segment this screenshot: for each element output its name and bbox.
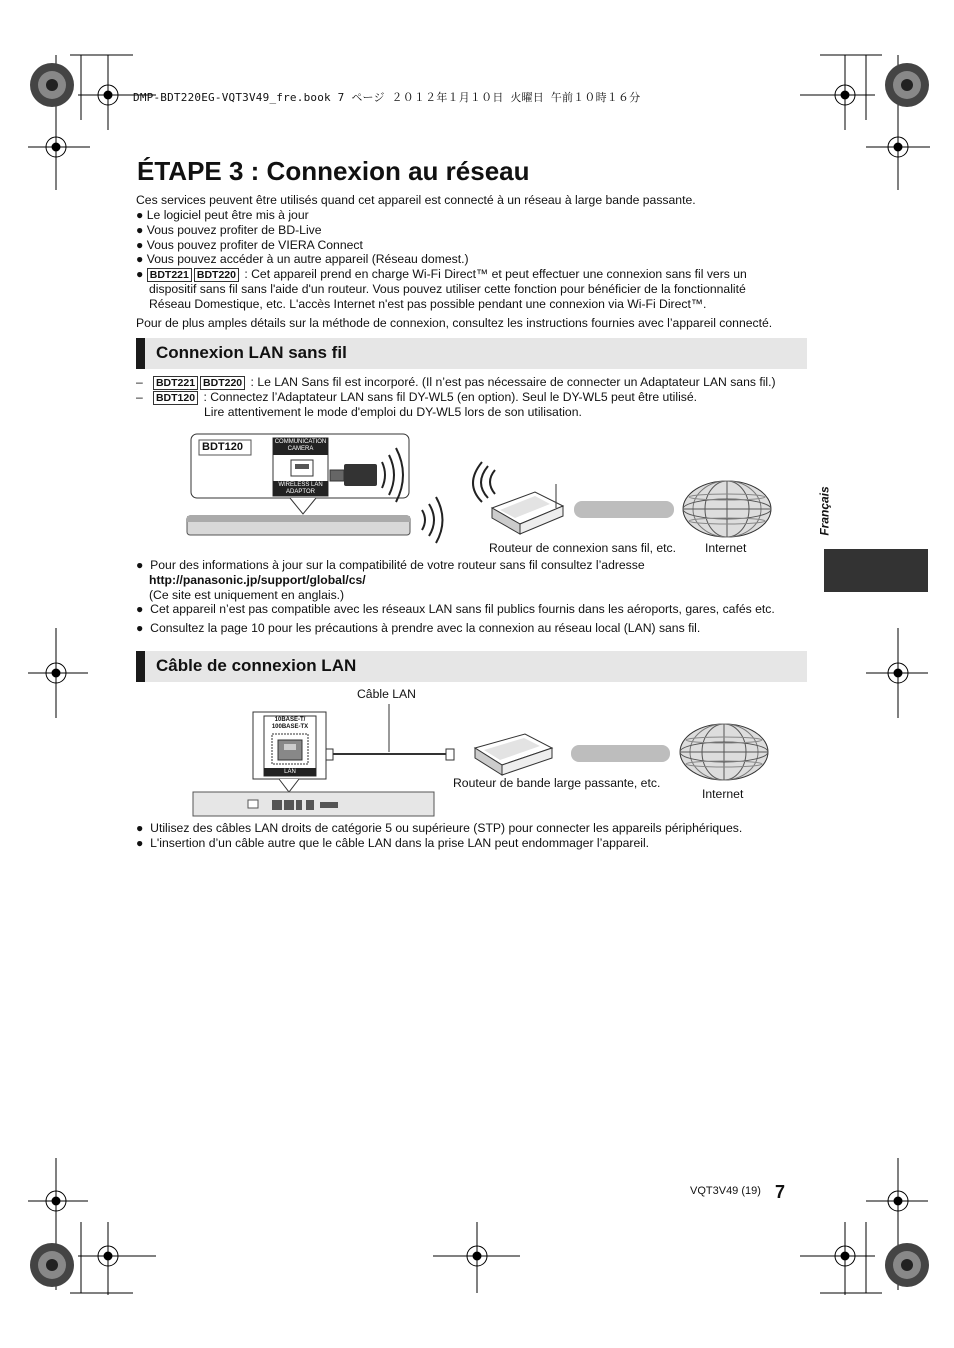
model-badge: BDT120 [202,441,243,453]
page-number: 7 [775,1182,786,1202]
page-title: ÉTAPE 3 : Connexion au réseau [137,156,530,186]
bullet-item: ● Vous pouvez profiter de VIERA Connect [136,238,363,252]
wifi-direct-line: dispositif sans fil sans l'aide d'un routeur. Vous pouvez utiliser cette fonction pour bénéficier de la fonctionnalité [149,282,746,296]
router-caption: Routeur de connexion sans fil, etc. [489,541,676,555]
footer-code: VQT3V49 (19) [690,1185,761,1197]
note-item: ● Cet appareil n’est pas compatible avec les réseaux LAN sans fil publics fournis dans les aéroports, gares, cafés etc. [136,602,775,616]
section-heading-wireless: Connexion LAN sans fil [136,338,807,369]
note-item: ● Consultez la page 10 pour les précautions à prendre avec la connexion au réseau local (LAN) sans fil. [136,621,701,635]
print-header: DMP-BDT220EG-VQT3V49_fre.book 7 ページ ２０１２年１月１０日 火曜日 午前１０時１６分 [133,91,641,104]
more-info-text: Pour de plus amples détails sur la méthode de connexion, consultez les instructions fournies avec l’appareil connecté. [136,316,773,330]
cable-label: Câble LAN [357,687,416,701]
support-link[interactable]: http://panasonic.jp/support/global/cs/ [149,573,366,587]
note-item: ● L'insertion d’un câble autre que le câble LAN dans la prise LAN peut endommager l’appareil. [136,836,650,850]
port-label-lan: LAN [284,769,296,775]
note-item: ● Pour des informations à jour sur la compatibilité de votre routeur sans fil consultez l’adresse [136,558,645,572]
intro-text: Ces services peuvent être utilisés quand cet appareil est connecté à un réseau à large bande passante. [136,193,696,207]
internet-caption: Internet [702,787,744,801]
section-heading-cable: Câble de connexion LAN [136,651,807,682]
wifi-direct-line: Réseau Domestique, etc. L'accès Internet n'est pas possible pendant une connexion via Wi-Fi Direct™. [149,297,707,311]
dash-item: – BDT120 : Connectez l’Adaptateur LAN sans fil DY-WL5 (en option). Seul le DY-WL5 peut être utilisé. [136,390,698,404]
router-caption: Routeur de bande large passante, etc. [453,776,661,790]
model-badge: BDT220 [194,268,239,282]
internet-caption: Internet [705,541,747,555]
dash-item: – BDT221 BDT220 : Le LAN Sans fil est incorporé. (Il n’est pas nécessaire de connecter un Adaptateur LAN sans fil.) [136,375,776,389]
port-label-camera: COMMUNICATION CAMERA [274,439,327,452]
language-label: Français [817,486,832,536]
bullet-item-wifi-direct: ● BDT221 BDT220 : Cet appareil prend en charge Wi-Fi Direct™ et peut effectuer une connexion sans fil vers un [136,267,747,281]
dash-item-continued: Lire attentivement le mode d'emploi du DY-WL5 lors de son utilisation. [204,405,582,419]
bullet-item: ● Vous pouvez accéder à un autre appareil (Réseau domest.) [136,252,469,266]
bullet-item: ● Vous pouvez profiter de BD-Live [136,223,322,237]
bullet-item: ● Le logiciel peut être mis à jour [136,208,309,222]
port-label-lan-standard: 10BASE-T/ 100BASE-TX [271,717,309,730]
language-tab [824,549,928,592]
note-continued: (Ce site est uniquement en anglais.) [149,588,345,602]
note-item: ● Utilisez des câbles LAN droits de catégorie 5 ou supérieure (STP) pour connecter les appareils périphériques. [136,821,743,835]
model-badge: BDT221 [147,268,192,282]
port-label-wlan: WIRELESS LAN ADAPTOR [278,482,323,495]
